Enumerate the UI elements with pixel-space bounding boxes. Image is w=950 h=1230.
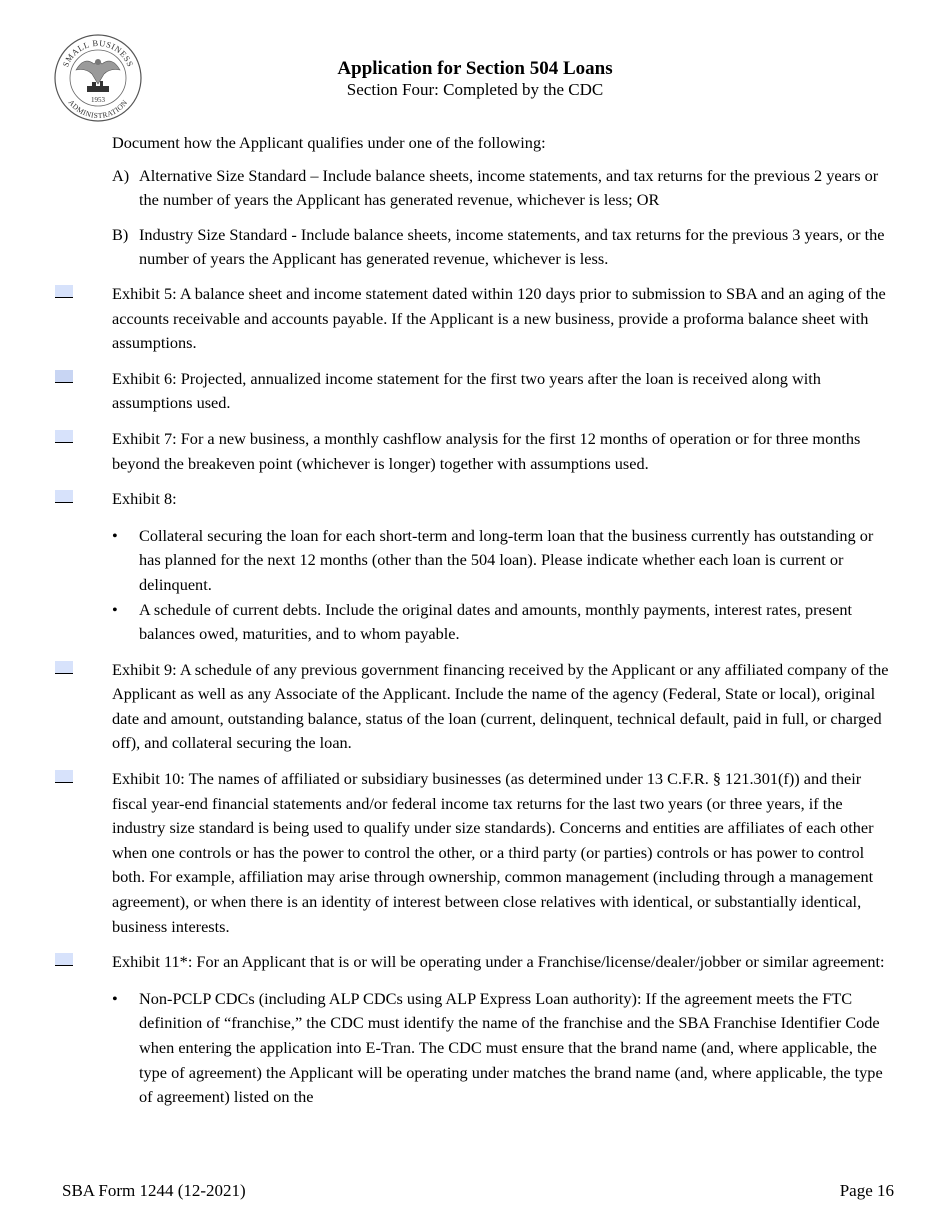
exhibit-11-text: Exhibit 11*: For an Applicant that is or will be operating under a Franchise/license/dealer/jobber or similar agreement: — [112, 952, 885, 972]
exhibit-5-checkbox[interactable] — [55, 285, 73, 298]
exhibit-10-checkbox[interactable] — [55, 770, 73, 783]
seal-year: 1953 — [91, 96, 105, 104]
exhibit-8-bullet-collateral: • Collateral securing the loan for each short-term and long-term loan that the business currently has outstanding or has planned for the next 12 months (other than the 504 loan). Please indicate whether each loan is current or delinquent. — [112, 524, 898, 598]
exhibit-11 — [112, 950, 898, 975]
exhibit-8-bullets — [112, 524, 898, 647]
option-b — [112, 223, 898, 272]
intro-text: Document how the Applicant qualifies under one of the following: — [112, 133, 546, 152]
seal-bottom-text: ADMINISTRATION — [66, 97, 130, 121]
exhibit-6 — [112, 367, 898, 416]
exhibit-11-bullets — [112, 987, 898, 1110]
seal-top-text: SMALL BUSINESS — [60, 37, 136, 69]
exhibit-9-text: Exhibit 9: A schedule of any previous government financing received by the Applicant or any affiliated company of the Applicant as well as any Associate of the Applicant. Include the name of the agency (Federal, State or local), original date and amount, outstanding balance, status of the loan (current, delinquent, technical default, paid in full, or charged off), and collateral securing the loan. — [112, 659, 889, 753]
exhibit-7-text: Exhibit 7: For a new business, a monthly cashflow analysis for the first 12 months of operation or for three months beyond the breakeven point (whichever is longer) together with assumptions used. — [112, 428, 861, 473]
page-number: Page 16 — [839, 1181, 894, 1200]
page-header — [0, 58, 950, 100]
exhibit-7 — [112, 427, 898, 476]
exhibit-5-text: Exhibit 5: A balance sheet and income statement dated within 120 days prior to submission to SBA and an aging of the accounts receivable and accounts payable. If the Applicant is a new business, provide a proforma balance sheet with assumptions. — [112, 283, 886, 353]
page-title: Application for Section 504 Loans — [337, 58, 613, 79]
exhibit-8 — [112, 487, 898, 512]
option-b-text: Industry Size Standard - Include balance sheets, income statements, and tax returns for the previous 3 years, or the number of years the Applicant has generated revenue, whichever is less. — [139, 224, 885, 269]
exhibit-9 — [112, 658, 898, 756]
option-b-label: B) — [112, 224, 129, 244]
exhibit-8-checkbox[interactable] — [55, 490, 73, 503]
exhibit-5 — [112, 282, 898, 356]
form-content — [112, 131, 898, 1121]
form-number: SBA Form 1244 (12-2021) — [62, 1181, 246, 1200]
option-a-text: Alternative Size Standard – Include balance sheets, income statements, and tax returns for the previous 2 years or the number of years the Applicant has generated revenue, whichever is less; OR — [139, 165, 879, 210]
exhibit-8-bullet-debts: • A schedule of current debts. Include the original dates and amounts, monthly payments, interest rates, present balances owed, maturities, and to whom payable. — [112, 598, 898, 647]
option-a — [112, 164, 898, 213]
option-a-label: A) — [112, 165, 130, 185]
exhibit-11-checkbox[interactable] — [55, 953, 73, 966]
exhibit-10-text: Exhibit 10: The names of affiliated or subsidiary businesses (as determined under 13 C.F.R. § 121.301(f)) and their fiscal year-end financial statements and/or federal income tax returns for the last two years (or three years, if the industry size standard is being used to qualify under size standards). Concerns and entities are affiliates of each other when one controls or has the power to control the other, or a third party (or parties) controls or has power to control both. For example, affiliation may arise through ownership, common management (including through a management agreement), or when there is an identity of interest between close relatives with identical, or substantially identical, business interests. — [112, 769, 874, 936]
exhibit-6-checkbox[interactable] — [55, 370, 73, 383]
exhibit-9-checkbox[interactable] — [55, 661, 73, 674]
exhibit-6-text: Exhibit 6: Projected, annualized income statement for the first two years after the loan is received along with assumptions used. — [112, 368, 821, 413]
exhibit-11-bullet-non-pclp: • Non-PCLP CDCs (including ALP CDCs using ALP Express Loan authority): If the agreement meets the FTC definition of “franchise,” the CDC must identify the name of the franchise and the SBA Franchise Identifier Code when entering the application into E-Tran. The CDC must ensure that the brand name (and, where applicable, the type of agreement) the Applicant will be operating under matches the brand name (and, where applicable, the type of agreement) listed on the — [112, 987, 898, 1110]
page-subtitle: Section Four: Completed by the CDC — [346, 80, 604, 99]
exhibit-10 — [112, 767, 898, 939]
exhibit-7-checkbox[interactable] — [55, 430, 73, 443]
exhibit-8-text: Exhibit 8: — [112, 489, 177, 509]
